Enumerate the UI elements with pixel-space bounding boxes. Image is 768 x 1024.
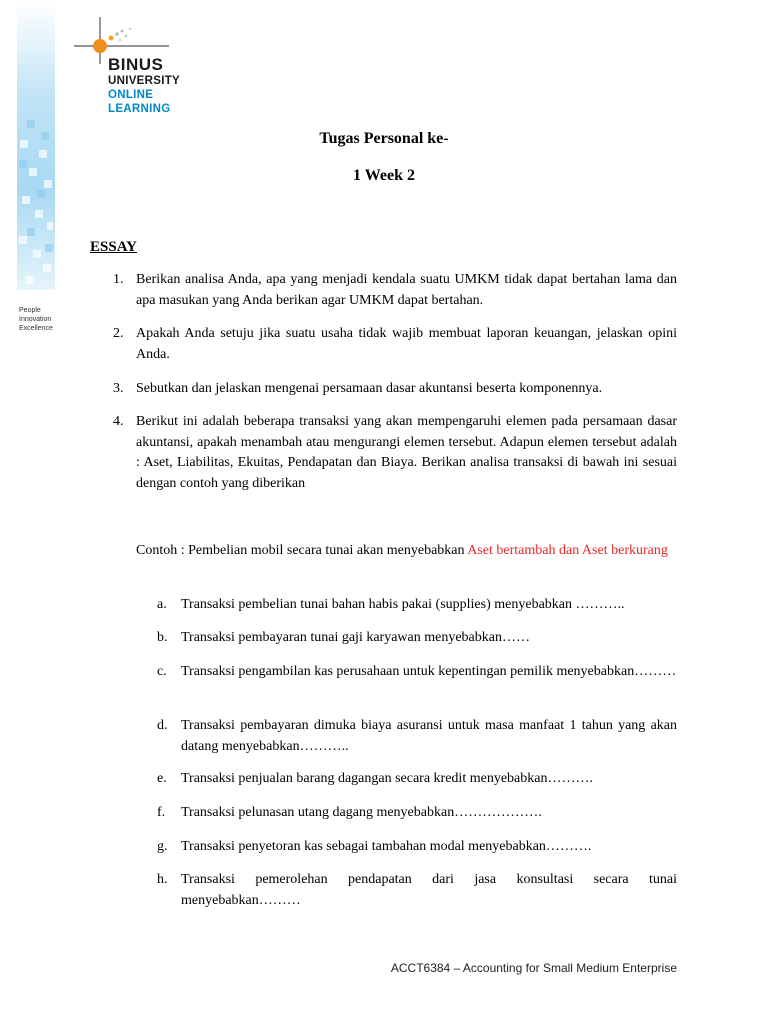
subitem-text: Transaksi pembayaran dimuka biaya asuransi untuk masa manfaat 1 tahun yang akan datang menyebabkan………..: [181, 718, 677, 754]
question-number: 4.: [113, 414, 124, 429]
sidebar-decoration: [0, 0, 56, 1024]
page-footer: ACCT6384 – Accounting for Small Medium Enterprise: [390, 961, 677, 975]
subitem-text: Transaksi pemerolehan pendapatan dari jasa konsultasi secara tunai menyebabkan………: [181, 872, 677, 908]
subitem-letter: c.: [157, 664, 167, 679]
logo-online: ONLINE: [108, 89, 154, 101]
subitem-text: Transaksi penyetoran kas sebagai tambahan modal menyebabkan……….: [181, 839, 592, 854]
subitem-letter: g.: [157, 839, 168, 854]
tagline-line: Excellence: [19, 325, 53, 332]
tagline-line: Innovation: [19, 316, 52, 323]
question-item: [113, 270, 677, 311]
subitem: [157, 595, 677, 616]
subitem: [157, 837, 677, 858]
subitem-text: Transaksi pelunasan utang dagang menyebabkan……………….: [181, 805, 542, 820]
question-number: 3.: [113, 381, 124, 396]
question-item: [113, 324, 677, 365]
logo-name: BINUS: [108, 55, 164, 74]
example-highlight: Aset bertambah dan Aset berkurang: [467, 543, 668, 558]
page-subtitle: 1 Week 2: [353, 167, 415, 184]
subitem: [157, 716, 677, 757]
question-number: 1.: [113, 272, 124, 287]
subitem: [157, 662, 677, 683]
question-item: [113, 412, 677, 494]
subitem: [157, 628, 677, 649]
logo-university: UNIVERSITY: [108, 75, 181, 87]
subitem-letter: f.: [157, 805, 166, 820]
tagline: [19, 306, 53, 333]
subitem-letter: d.: [157, 718, 168, 733]
logo-text: [108, 56, 180, 116]
question-number: 2.: [113, 326, 124, 341]
logo-learning: LEARNING: [108, 103, 171, 115]
subitem-text: Transaksi pembayaran tunai gaji karyawan menyebabkan……: [181, 630, 530, 645]
subitem-letter: b.: [157, 630, 168, 645]
example-paragraph: [136, 541, 677, 562]
subitem-letter: a.: [157, 597, 167, 612]
question-text: Apakah Anda setuju jika suatu usaha tidak wajib membuat laporan keuangan, jelaskan opini Anda.: [136, 326, 677, 362]
subitem-text: Transaksi pembelian tunai bahan habis pakai (supplies) menyebabkan ………..: [181, 597, 625, 612]
question-item: [113, 379, 677, 400]
subitem: [157, 769, 677, 790]
page-title: Tugas Personal ke-: [319, 130, 449, 147]
question-text: Sebutkan dan jelaskan mengenai persamaan dasar akuntansi beserta komponennya.: [136, 381, 603, 396]
example-prefix: Contoh : Pembelian mobil secara tunai akan menyebabkan: [136, 543, 468, 558]
question-text: Berikut ini adalah beberapa transaksi yang akan mempengaruhi elemen pada persamaan dasar akuntansi, apakah menambah atau mengurangi elemen tersebut. Adapun elemen tersebut adalah : Aset, Liabilitas, Ekuitas, Pendapatan dan Biaya. Berikan analisa transaksi di bawah ini sesuai dengan contoh yang diberikan: [136, 414, 677, 491]
subitem-letter: e.: [157, 771, 167, 786]
subitem: [157, 803, 677, 824]
subitem-text: Transaksi penjualan barang dagangan secara kredit menyebabkan……….: [181, 771, 593, 786]
subitem-text: Transaksi pengambilan kas perusahaan untuk kepentingan pemilik menyebabkan………: [181, 664, 677, 679]
subitem: [157, 870, 677, 911]
tagline-line: People: [19, 307, 41, 314]
section-heading: ESSAY: [90, 239, 137, 255]
question-text: Berikan analisa Anda, apa yang menjadi kendala suatu UMKM tidak dapat bertahan lama dan apa masukan yang Anda berikan agar UMKM dapat bertahan.: [136, 272, 677, 308]
subitem-letter: h.: [157, 872, 168, 887]
